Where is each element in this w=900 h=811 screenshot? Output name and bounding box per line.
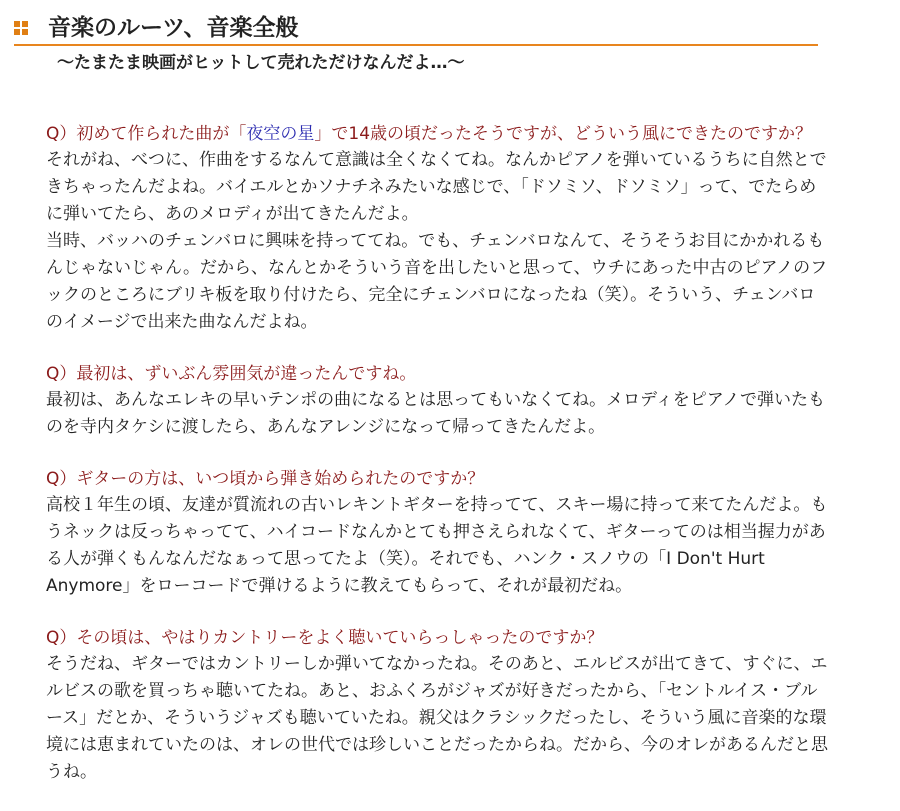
song-title-link[interactable]: 夜空の星: [246, 124, 315, 144]
answer: [46, 147, 882, 336]
section-header: [14, 12, 818, 46]
page-title: 音楽のルーツ、音楽全般: [48, 15, 299, 41]
answer-line: ックのところにブリキ板を取り付けたら、完全にチェンバロになったね（笑）。そういう、チェンバロ: [46, 285, 816, 305]
page-subtitle: 〜たまたま映画がヒットして売れただけなんだよ…〜: [57, 53, 465, 73]
answer-line: のを寺内タケシに渡したら、あんなアレンジになって帰ってきたんだよ。: [46, 417, 606, 437]
qa-block: [46, 625, 882, 786]
answer-line: 当時、バッハのチェンバロに興味を持っててね。でも、チェンバロなんて、そうそうお目にかかれるも: [46, 231, 825, 251]
qa-block: [46, 466, 882, 600]
answer-line: ース」だとか、そういうジャズも聴いていたね。親父はクラシックだったし、そういう風に音楽的な環: [46, 708, 827, 728]
question: [46, 121, 882, 147]
question: Q）その頃は、やはりカントリーをよく聴いていらっしゃったのですか？: [46, 628, 604, 648]
answer-line: んじゃないじゃん。だから、なんとかそういう音を出したいと思って、ウチにあった中古のピアノのフ: [46, 258, 828, 278]
answer-line: きちゃったんだよね。バイエルとかソナチネみたいな感じで、「ドソミソ、ドソミソ」って、でたらめ: [46, 177, 817, 197]
answer-line: 最初は、あんなエレキの早いテンポの曲になるとは思ってもいなくてね。メロディをピアノで弾いたも: [46, 390, 825, 410]
answer-line: る人が弾くもんなんだなぁって思ってたよ（笑）。それでも、ハンク・スノウの「I Don't Hurt: [46, 549, 765, 569]
interview-content: [46, 121, 882, 811]
qa-block: [46, 121, 882, 336]
answer-line: うネックは反っちゃってて、ハイコードなんかとても押さえられなくて、ギターってのは相当握力があ: [46, 522, 826, 542]
answer-line: そうだね、ギターではカントリーしか弾いてなかったね。そのあと、エルビスが出てきて、すぐに、エ: [46, 654, 828, 674]
answer-line: 高校１年生の頃、友達が質流れの古いレキントギターを持ってて、スキー場に持って来てたんだよ。も: [46, 495, 828, 515]
answer-line: に弾いてたら、あのメロディが出てきたんだよ。: [46, 204, 419, 224]
grid-bullet-icon: [14, 21, 28, 35]
answer: [46, 387, 882, 441]
question-text: 」で14歳の頃だったそうですが、どういう風にできたのですか？: [314, 124, 813, 144]
answer-line: ルビスの歌を買っちゃ聴いてたね。あと、おふくろがジャズが好きだったから、「セントルイス・ブル: [46, 681, 818, 701]
question: Q）ギターの方は、いつ頃から弾き始められたのですか？: [46, 469, 485, 489]
answer: [46, 492, 882, 600]
answer-line: それがね、べつに、作曲をするなんて意識は全くなくてね。なんかピアノを弾いているうちに自然とで: [46, 150, 827, 170]
question-text: Q）初めて作られた曲が「: [46, 124, 247, 144]
answer: [46, 651, 882, 786]
answer-line: うね。: [46, 762, 97, 782]
answer-line: のイメージで出来た曲なんだよね。: [46, 312, 318, 332]
answer-line: Anymore」をローコードで弾けるように教えてもらって、それが最初だね。: [46, 576, 633, 596]
answer-line: 境には恵まれていたのは、オレの世代では珍しいことだったからね。だから、今のオレがあるんだと思: [46, 735, 828, 755]
question: Q）最初は、ずいぶん雰囲気が違ったんですね。: [46, 364, 417, 384]
qa-block: [46, 361, 882, 441]
